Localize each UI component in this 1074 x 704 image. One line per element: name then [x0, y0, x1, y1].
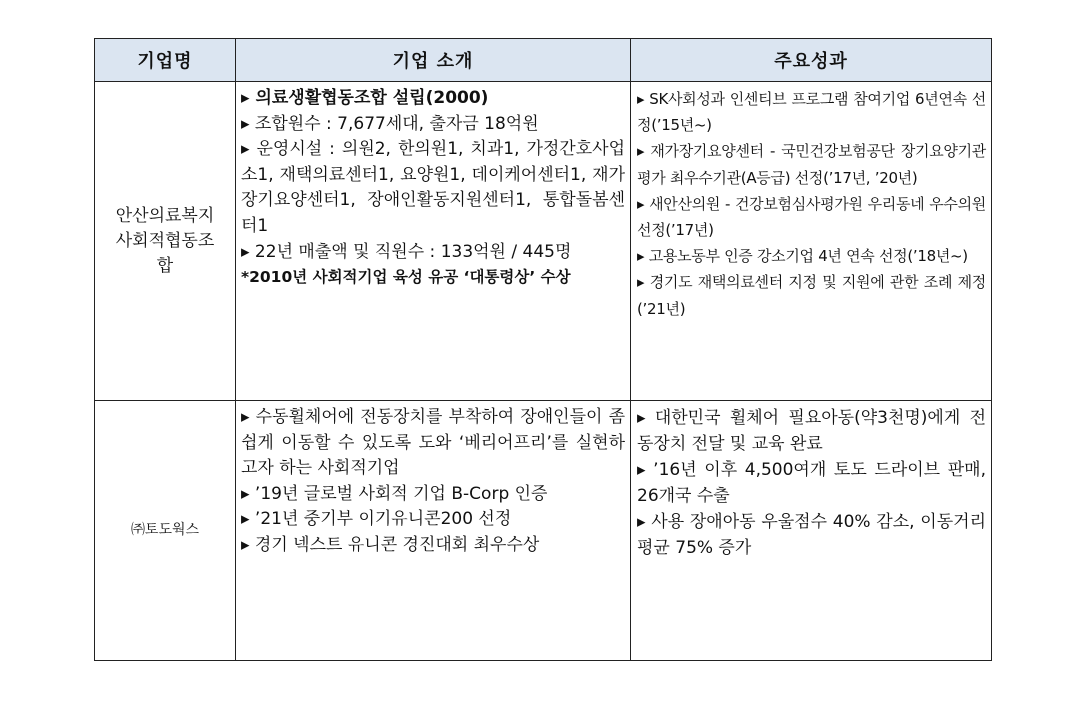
header-results: 주요성과: [631, 39, 992, 82]
company-intro-cell: [236, 82, 631, 401]
company-results-cell: [631, 82, 992, 401]
intro-note: *2010년 사회적기업 육성 유공 ‘대통령상’ 수상: [241, 268, 571, 287]
result-item: ▸ ’16년 이후 4,500여개 토도 드라이브 판매, 26개국 수출: [637, 460, 986, 506]
intro-item: ▸ ’21년 중기부 이기유니콘200 선정: [241, 509, 512, 530]
result-item: ▸ 경기도 재택의료센터 지정 및 지원에 관한 조례 제정(’21년): [637, 273, 986, 318]
intro-item: ▸ ’19년 글로벌 사회적 기업 B-Corp 인증: [241, 483, 548, 504]
company-intro-cell: [236, 401, 631, 661]
intro-item: ▸ 운영시설 : 의원2, 한의원1, 치과1, 가정간호사업소1, 재택의료센터1, 요양원1, 데이케어센터1, 재가장기요양센터1, 장애인활동지원센터1, 통합돌봄센터1: [241, 139, 625, 236]
header-intro: 기업 소개: [236, 39, 631, 82]
header-company: 기업명: [95, 39, 236, 82]
company-name: 안산의료복지사회적협동조합: [95, 82, 236, 401]
company-results-cell: [631, 401, 992, 661]
table-row: [95, 82, 992, 401]
intro-item: ▸ 22년 매출액 및 직원수 : 133억원 / 445명: [241, 241, 572, 262]
result-item: ▸ 새안산의원 - 건강보험심사평가원 우리동네 우수의원 선정(’17년): [637, 194, 986, 240]
intro-item: ▸ 조합원수 : 7,677세대, 출자금 18억원: [241, 113, 539, 134]
company-name: ㈜토도웍스: [95, 401, 236, 661]
table-row: [95, 401, 992, 661]
intro-item: ▸ 수동휠체어에 전동장치를 부착하여 장애인들이 좀 쉽게 이동할 수 있도록 도와 ‘베리어프리’를 실현하고자 하는 사회적기업: [241, 407, 625, 479]
intro-item: ▸ 의료생활협동조합 설립(2000): [241, 88, 489, 108]
result-item: ▸ 대한민국 휠체어 필요아동(약3천명)에게 전동장치 전달 및 교육 완료: [637, 408, 986, 454]
result-item: ▸ 재가장기요양센터 - 국민건강보험공단 장기요양기관 평가 최우수기관(A등급) 선정(’17년, ’20년): [637, 142, 986, 187]
result-item: ▸ 고용노동부 인증 강소기업 4년 연속 선정(’18년~): [637, 247, 968, 266]
company-table: [94, 38, 992, 661]
result-item: ▸ 사용 장애아동 우울점수 40% 감소, 이동거리 평균 75% 증가: [637, 512, 986, 558]
intro-item: ▸ 경기 넥스트 유니콘 경진대회 최우수상: [241, 534, 540, 555]
header-row: [95, 39, 992, 82]
result-item: ▸ SK사회성과 인센티브 프로그램 참여기업 6년연속 선정(’15년~): [637, 90, 986, 135]
